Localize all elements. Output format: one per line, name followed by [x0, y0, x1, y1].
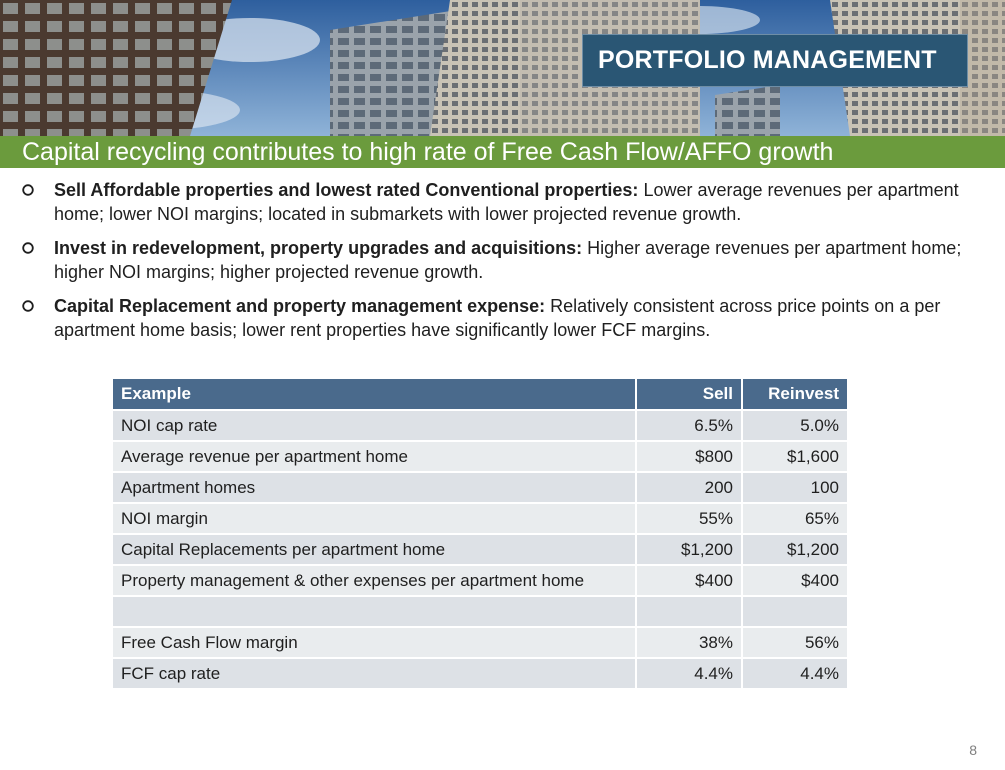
reinvest-value: 4.4% [743, 659, 847, 688]
reinvest-value: 100 [743, 473, 847, 502]
bullet-list [22, 178, 982, 352]
sell-value: $400 [637, 566, 741, 595]
bullet-item [22, 178, 982, 226]
page-number: 8 [969, 742, 977, 758]
row-label: Average revenue per apartment home [113, 442, 635, 471]
row-label: Apartment homes [113, 473, 635, 502]
example-table [111, 377, 849, 690]
section-title: PORTFOLIO MANAGEMENT [582, 34, 968, 87]
table-row [113, 628, 847, 657]
table-row [113, 442, 847, 471]
row-label: FCF cap rate [113, 659, 635, 688]
row-label: NOI cap rate [113, 411, 635, 440]
row-label: Property management & other expenses per apartment home [113, 566, 635, 595]
reinvest-value: $1,200 [743, 535, 847, 564]
row-label [113, 597, 635, 626]
bullet-heading: Invest in redevelopment, property upgrades and acquisitions: [54, 238, 583, 258]
sell-value: 6.5% [637, 411, 741, 440]
reinvest-value: $1,600 [743, 442, 847, 471]
sell-value: 200 [637, 473, 741, 502]
bullet-item [22, 236, 982, 284]
reinvest-value: 5.0% [743, 411, 847, 440]
bullet-heading: Capital Replacement and property management expense: [54, 296, 546, 316]
sell-value: 4.4% [637, 659, 741, 688]
reinvest-value [743, 597, 847, 626]
row-label: Capital Replacements per apartment home [113, 535, 635, 564]
table-row [113, 566, 847, 595]
column-header-reinvest: Reinvest [743, 379, 847, 409]
reinvest-value: 65% [743, 504, 847, 533]
table-row [113, 659, 847, 688]
row-label: NOI margin [113, 504, 635, 533]
slide-subtitle: Capital recycling contributes to high rate of Free Cash Flow/AFFO growth [22, 138, 834, 166]
hollow-circle-bullet-icon [22, 242, 34, 254]
table-row [113, 473, 847, 502]
bullet-item [22, 294, 982, 342]
column-header-example: Example [113, 379, 635, 409]
table-row [113, 411, 847, 440]
table-row [113, 535, 847, 564]
sell-value [637, 597, 741, 626]
sell-value: 55% [637, 504, 741, 533]
row-label: Free Cash Flow margin [113, 628, 635, 657]
table-row-blank [113, 597, 847, 626]
sell-value: 38% [637, 628, 741, 657]
reinvest-value: 56% [743, 628, 847, 657]
bullet-body: Higher average revenues per apartment home; higher NOI margins; higher projected revenue growth. [54, 238, 962, 282]
sell-value: $800 [637, 442, 741, 471]
table-row [113, 504, 847, 533]
reinvest-value: $400 [743, 566, 847, 595]
bullet-body: Relatively consistent across price points on a per apartment home basis; lower rent properties have significantly lower FCF margins. [54, 296, 941, 340]
bullet-heading: Sell Affordable properties and lowest rated Conventional properties: [54, 180, 639, 200]
table-header-row [113, 379, 847, 409]
sell-value: $1,200 [637, 535, 741, 564]
column-header-sell: Sell [637, 379, 741, 409]
hollow-circle-bullet-icon [22, 184, 34, 196]
hollow-circle-bullet-icon [22, 300, 34, 312]
bullet-body: Lower average revenues per apartment home; lower NOI margins; located in submarkets with lower projected revenue growth. [54, 180, 959, 224]
